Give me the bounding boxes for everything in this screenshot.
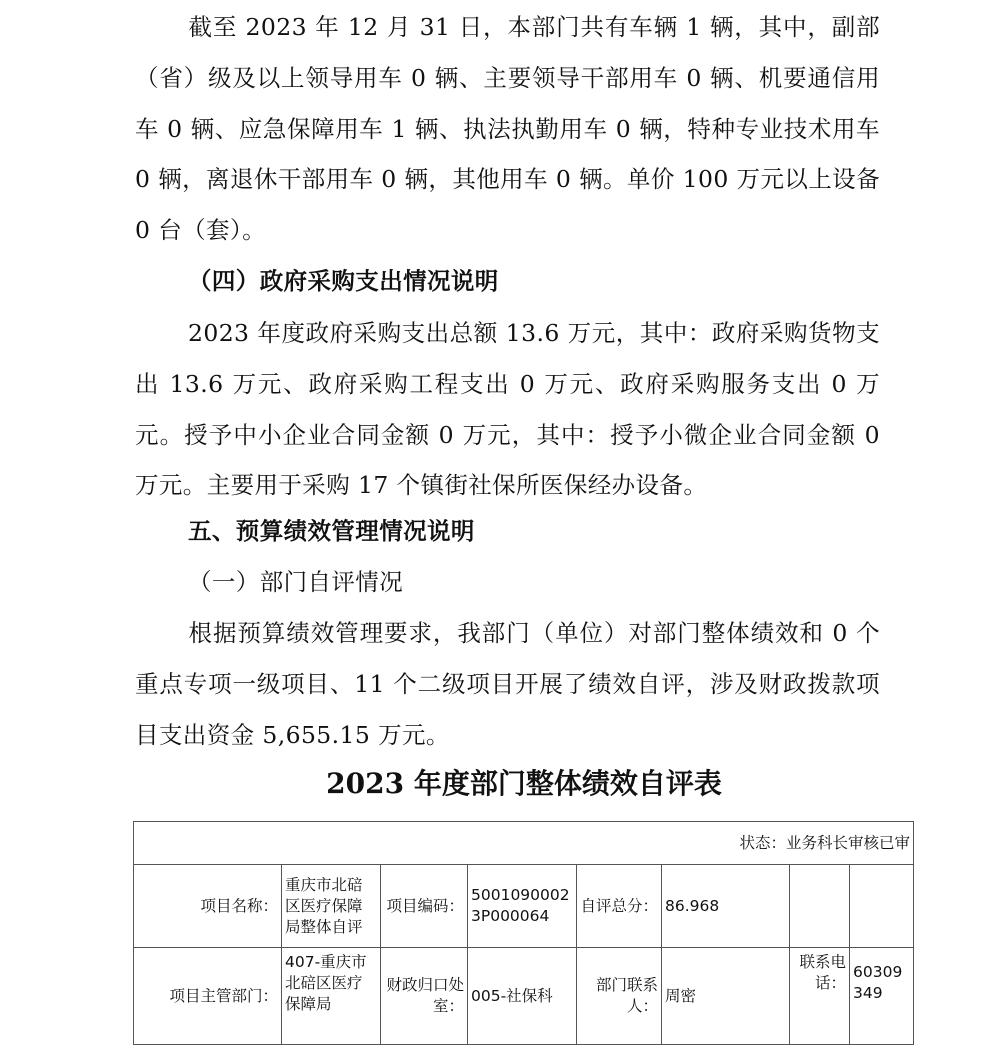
empty-cell (850, 865, 914, 948)
procurement-text: 2023 年度政府采购支出总额 13.6 万元，其中：政府采购货物支出 13.6 万元、政府采购工程支出 0 万元、政府采购服务支出 0 万元。授予中小企业合同金额 0 万元，其中：授予小微企业合同金额 0 万元。主要用于采购 17 个镇街社保所医保经办设备。 (135, 319, 880, 500)
status-cell (134, 822, 914, 865)
project-code-label: 项目编码： (381, 865, 468, 948)
procurement-heading: （四）政府采购支出情况说明 (188, 267, 499, 295)
project-name-label: 项目名称： (134, 865, 282, 948)
dept-value: 407-重庆市北碚区医疗保障局 (282, 948, 381, 1045)
table-row (134, 948, 914, 1045)
phone-value: 60309349 (850, 948, 914, 1045)
office-label: 财政归口处室： (381, 948, 468, 1045)
vehicles-paragraph (135, 2, 880, 256)
contact-value: 周密 (662, 948, 790, 1045)
vehicles-text: 截至 2023 年 12 月 31 日，本部门共有车辆 1 辆，其中，副部（省）级及以上领导用车 0 辆、主要领导干部用车 0 辆、机要通信用车 0 辆、应急保障用车 1 辆、执法执勤用车 0 辆，特种专业技术用车 0 辆，离退休干部用车 0 辆，其他用车 0 辆。单价 100 万元以上设备 0 台（套）。 (135, 13, 880, 245)
self-eval-paragraph (135, 608, 880, 760)
self-eval-text: 根据预算绩效管理要求，我部门（单位）对部门整体绩效和 0 个重点专项一级项目、11 个二级项目开展了绩效自评，涉及财政拨款项目支出资金 5,655.15 万元。 (135, 619, 880, 749)
table-row (134, 865, 914, 948)
score-value: 86.968 (662, 865, 790, 948)
phone-label: 联系电话： (790, 948, 850, 1045)
project-code-value: 50010900023P000064 (468, 865, 577, 948)
project-name-value: 重庆市北碚区医疗保障局整体自评 (282, 865, 381, 948)
empty-cell (790, 865, 850, 948)
section5-heading: 五、预算绩效管理情况说明 (188, 517, 475, 545)
self-eval-heading: （一）部门自评情况 (188, 568, 404, 596)
table-title: 2023 年度部门整体绩效自评表 (326, 767, 722, 800)
status-text: 状态：业务科长审核已审 (739, 833, 910, 852)
dept-label: 项目主管部门： (134, 948, 282, 1045)
procurement-paragraph (135, 308, 880, 511)
score-label: 自评总分： (577, 865, 662, 948)
office-value: 005-社保科 (468, 948, 577, 1045)
evaluation-table (133, 821, 914, 1045)
contact-label: 部门联系人： (577, 948, 662, 1045)
